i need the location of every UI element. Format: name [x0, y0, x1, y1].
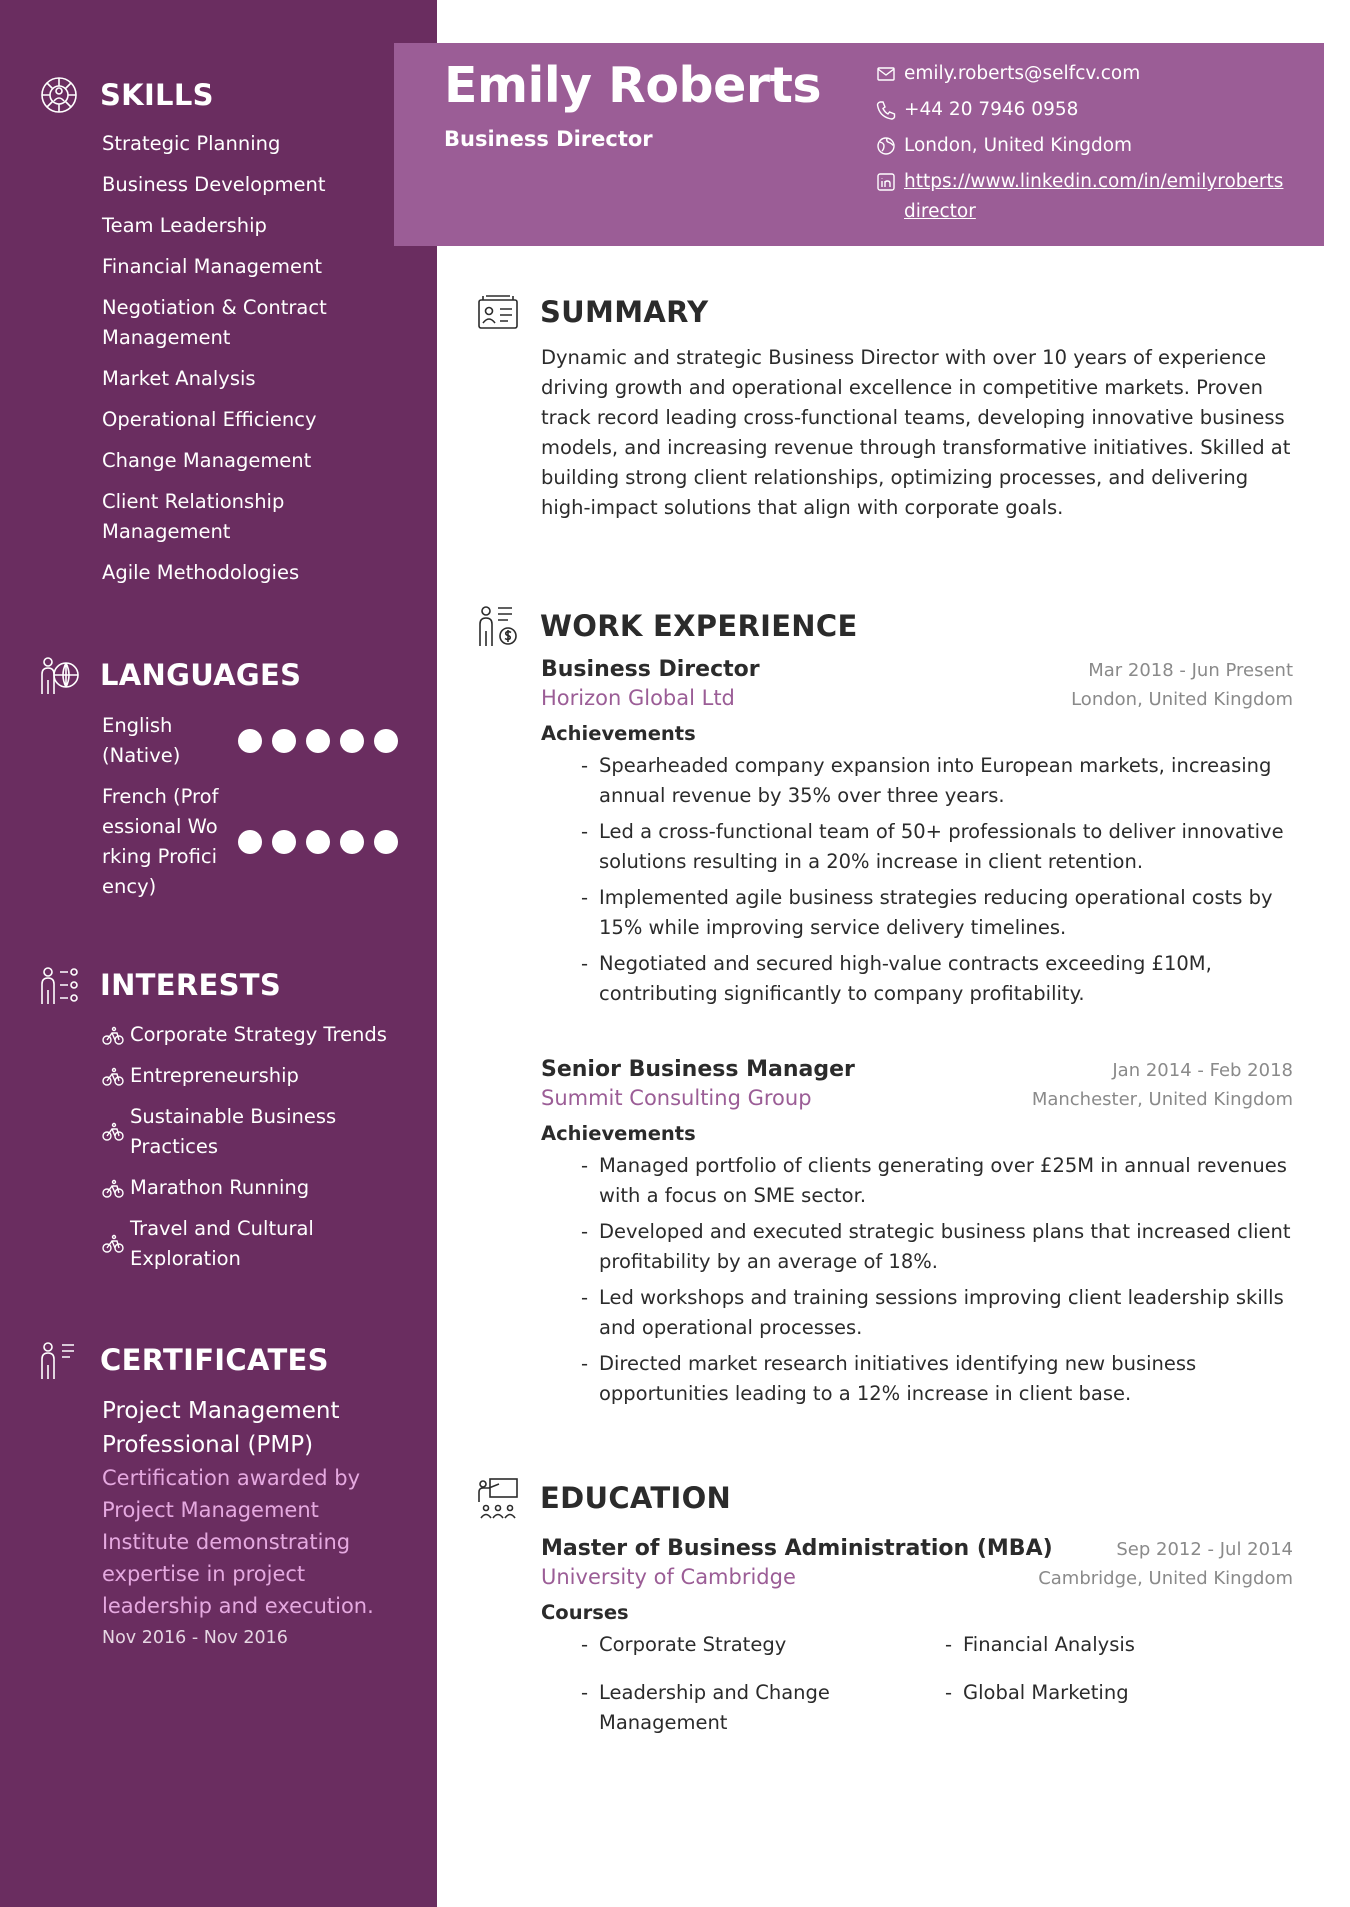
interest-item — [102, 1102, 422, 1162]
language-name: English (Native) — [102, 714, 181, 767]
achievement-item: - Negotiated and secured high-value contracts exceeding £10M, contributing significantly to company profitability. — [581, 949, 1293, 1009]
location-text: London, United Kingdom — [904, 135, 1133, 156]
resume-header — [394, 43, 1324, 246]
level-dot — [238, 729, 262, 753]
level-dot — [340, 830, 364, 854]
interest-item — [102, 1214, 422, 1274]
job-company: Horizon Global Ltd — [541, 686, 735, 710]
achievements-label: Achievements — [541, 722, 696, 745]
language-row — [102, 711, 412, 771]
interest-label: Sustainable Business Practices — [130, 1105, 337, 1158]
interest-label: Corporate Strategy Trends — [130, 1023, 387, 1046]
language-name: French (Professional Working Proficiency) — [102, 785, 219, 898]
level-dot — [340, 729, 364, 753]
bicycle-icon — [102, 1025, 124, 1047]
course-item: - Leadership and Change Management — [581, 1678, 851, 1738]
person-globe-icon — [38, 654, 80, 696]
person-hobbies-icon — [38, 964, 80, 1006]
skill-item: Change Management — [102, 449, 312, 472]
interest-item — [102, 1061, 422, 1091]
job-org-row — [541, 1086, 1293, 1110]
sidebar — [0, 0, 437, 1907]
email-text: emily.roberts@selfcv.com — [904, 63, 1141, 84]
interests-title: INTERESTS — [100, 968, 282, 1002]
job-entry — [541, 657, 1293, 1015]
education-heading — [476, 1476, 731, 1520]
certificate-date: Nov 2016 - Nov 2016 — [102, 1628, 288, 1648]
job-location: London, United Kingdom — [1071, 689, 1293, 710]
summary-heading — [476, 290, 708, 334]
summary-text: Dynamic and strategic Business Director with over 10 years of experience driving growth and operational excellence in competitive markets. Proven track record leading cross-functional teams, developing innovative business models, and increasing revenue through transformative initiatives. Skilled at building strong client relationships, optimizing processes, and delivering high-impact solutions that align with corporate goals. — [541, 346, 1291, 519]
level-dot — [272, 830, 296, 854]
skill-item: Team Leadership — [102, 214, 267, 237]
contact-email — [876, 59, 1296, 89]
job-role: Business Director — [541, 657, 760, 682]
job-dates: Mar 2018 - Jun Present — [1088, 660, 1293, 681]
certificates-heading — [38, 1339, 329, 1381]
id-card-icon — [476, 290, 520, 334]
skills-heading — [38, 74, 214, 116]
skill-item: Strategic Planning — [102, 132, 281, 155]
level-dot — [306, 830, 330, 854]
bicycle-icon — [102, 1233, 124, 1255]
achievement-item: - Led a cross-functional team of 50+ professionals to deliver innovative solutions resulting in a 20% increase in client retention. — [581, 817, 1293, 877]
languages-title: LANGUAGES — [100, 658, 302, 692]
job-header-row — [541, 657, 1293, 682]
languages-heading — [38, 654, 301, 696]
skill-item: Financial Management — [102, 255, 323, 278]
course-item: - Global Marketing — [945, 1678, 1305, 1738]
linkedin-icon — [876, 172, 896, 192]
interest-label: Marathon Running — [130, 1176, 310, 1199]
certificate-description: Certification awarded by Project Management Institute demonstrating expertise in project leadership and execution. — [102, 1466, 374, 1618]
job-org-row — [541, 686, 1293, 710]
job-dates: Jan 2014 - Feb 2018 — [1112, 1060, 1293, 1081]
achievement-item: - Spearheaded company expansion into European markets, increasing annual revenue by 35% over three years. — [581, 751, 1293, 811]
envelope-icon — [876, 64, 896, 84]
level-dot — [306, 729, 330, 753]
interest-item — [102, 1020, 422, 1050]
phone-icon — [876, 100, 896, 120]
skill-item: Agile Methodologies — [102, 561, 300, 584]
skill-item: Operational Efficiency — [102, 408, 317, 431]
experience-title: WORK EXPERIENCE — [540, 609, 858, 643]
experience-heading — [476, 604, 858, 648]
interests-list — [102, 1020, 422, 1285]
achievement-item: - Implemented agile business strategies reducing operational costs by 15% while improving service delivery timelines. — [581, 883, 1293, 943]
achievement-item: - Directed market research initiatives identifying new business opportunities leading to a 12% increase in client base. — [581, 1349, 1293, 1409]
courses-list — [581, 1630, 1293, 1738]
courses-label: Courses — [541, 1601, 629, 1624]
education-dates: Sep 2012 - Jul 2014 — [1116, 1539, 1293, 1560]
job-location: Manchester, United Kingdom — [1031, 1089, 1293, 1110]
contact-phone — [876, 95, 1296, 125]
course-item: - Financial Analysis — [945, 1630, 1305, 1660]
skill-item: Client Relationship Management — [102, 490, 285, 543]
contact-location — [876, 131, 1296, 161]
bicycle-icon — [102, 1178, 124, 1200]
achievements-label: Achievements — [541, 1122, 696, 1145]
job-company: Summit Consulting Group — [541, 1086, 812, 1110]
certificates-title: CERTIFICATES — [100, 1343, 329, 1377]
contact-list — [876, 59, 1296, 233]
job-header-row — [541, 1057, 1293, 1082]
job-role: Senior Business Manager — [541, 1057, 855, 1082]
bicycle-icon — [102, 1121, 124, 1143]
phone-text: +44 20 7946 0958 — [904, 99, 1079, 120]
candidate-title: Business Director — [444, 127, 653, 151]
skills-title: SKILLS — [100, 78, 214, 112]
interest-label: Travel and Cultural Exploration — [130, 1217, 314, 1270]
achievement-item: - Managed portfolio of clients generating over £25M in annual revenues with a focus on SME sector. — [581, 1151, 1293, 1211]
language-level — [238, 830, 398, 854]
education-org-row — [541, 1565, 1293, 1589]
contact-linkedin — [876, 167, 1296, 227]
globe-icon — [876, 136, 896, 156]
summary-title: SUMMARY — [540, 295, 709, 329]
level-dot — [374, 729, 398, 753]
interest-label: Entrepreneurship — [130, 1064, 299, 1087]
job-entry — [541, 1057, 1293, 1415]
brain-network-icon — [38, 74, 80, 116]
certificate — [102, 1394, 412, 1652]
linkedin-link[interactable]: https://www.linkedin.com/in/emilyrobertsdirector — [904, 171, 1284, 222]
achievements-list — [581, 751, 1293, 1009]
language-row — [102, 782, 412, 902]
education-location: Cambridge, United Kingdom — [1038, 1568, 1293, 1589]
interests-heading — [38, 964, 281, 1006]
person-money-icon — [476, 604, 520, 648]
skills-list — [102, 129, 402, 599]
person-list-icon — [38, 1339, 80, 1381]
education-entry — [541, 1536, 1293, 1738]
level-dot — [374, 830, 398, 854]
candidate-name: Emily Roberts — [444, 57, 822, 114]
achievement-item: - Led workshops and training sessions improving client leadership skills and operational processes. — [581, 1283, 1293, 1343]
achievements-list — [581, 1151, 1293, 1409]
certificate-name: Project Management Professional (PMP) — [102, 1398, 340, 1458]
skill-item: Business Development — [102, 173, 326, 196]
language-level — [238, 729, 398, 753]
interest-item — [102, 1173, 422, 1203]
skill-item: Market Analysis — [102, 367, 256, 390]
level-dot — [238, 830, 262, 854]
teacher-class-icon — [476, 1476, 520, 1520]
degree: Master of Business Administration (MBA) — [541, 1536, 1053, 1561]
skill-item: Negotiation & Contract Management — [102, 296, 327, 349]
education-header-row — [541, 1536, 1293, 1561]
achievement-item: - Developed and executed strategic business plans that increased client profitability by an average of 18%. — [581, 1217, 1293, 1277]
bicycle-icon — [102, 1066, 124, 1088]
education-title: EDUCATION — [540, 1481, 732, 1515]
level-dot — [272, 729, 296, 753]
course-item: - Corporate Strategy — [581, 1630, 945, 1660]
school: University of Cambridge — [541, 1565, 796, 1589]
